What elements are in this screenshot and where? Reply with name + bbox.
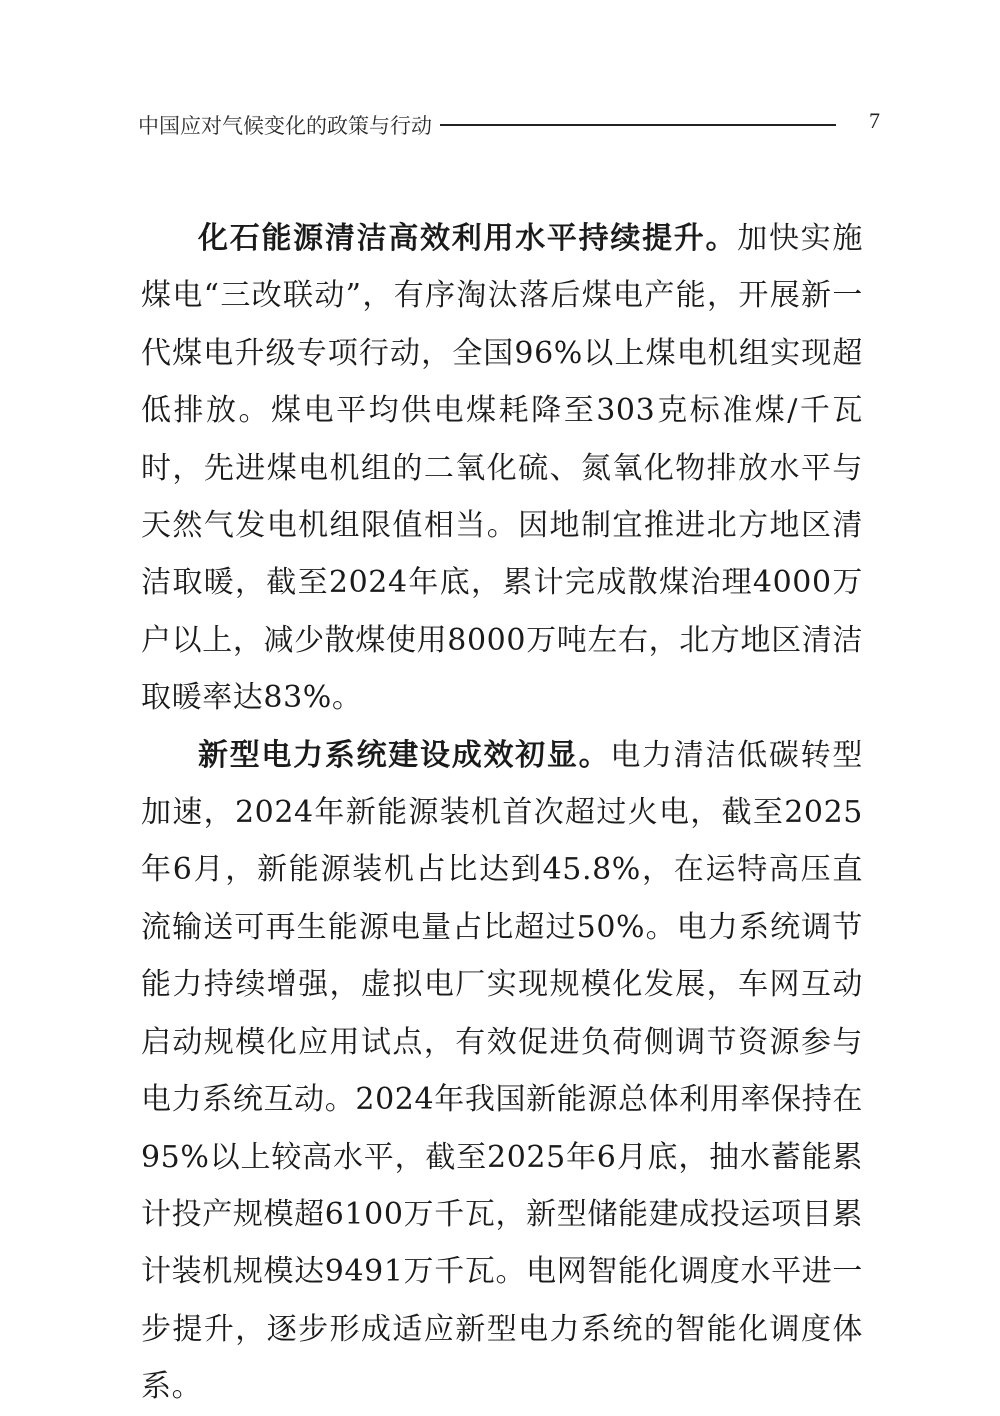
page-number: 7	[869, 108, 880, 133]
paragraph-fossil-energy	[141, 210, 863, 727]
header-rule	[440, 124, 836, 126]
running-title: 中国应对气候变化的政策与行动	[138, 114, 432, 138]
paragraph-body: 加快实施煤电“三改联动”，有序淘汰落后煤电产能，开展新一代煤电升级专项行动，全国96%以上煤电机组实现超低排放。煤电平均供电煤耗降至303克标准煤/千瓦时，先进煤电机组的二氧化硫、氮氧化物排放水平与天然气发电机组限值相当。因地制宜推进北方地区清洁取暖，截至2024年底，累计完成散煤治理4000万户以上，减少散煤使用8000万吨左右，北方地区清洁取暖率达83%。	[141, 221, 863, 716]
paragraph-body: 电力清洁低碳转型加速，2024年新能源装机首次超过火电，截至2025年6月，新能源装机占比达到45.8%，在运特高压直流输送可再生能源电量占比超过50%。电力系统调节能力持续增强，虚拟电厂实现规模化发展，车网互动启动规模化应用试点，有效促进负荷侧调节资源参与电力系统互动。2024年我国新能源总体利用率保持在95%以上较高水平，截至2025年6月底，抽水蓄能累计投产规模超6100万千瓦，新型储能建成投运项目累计装机规模达9491万千瓦。电网智能化调度水平进一步提升，逐步形成适应新型电力系统的智能化调度体系。	[141, 737, 863, 1405]
paragraph-heading: 新型电力系统建设成效初显。	[198, 737, 611, 773]
body-text	[141, 210, 863, 1416]
paragraph-heading: 化石能源清洁高效利用水平持续提升。	[198, 221, 738, 256]
page-header	[138, 108, 880, 140]
paragraph-power-system	[141, 727, 863, 1416]
